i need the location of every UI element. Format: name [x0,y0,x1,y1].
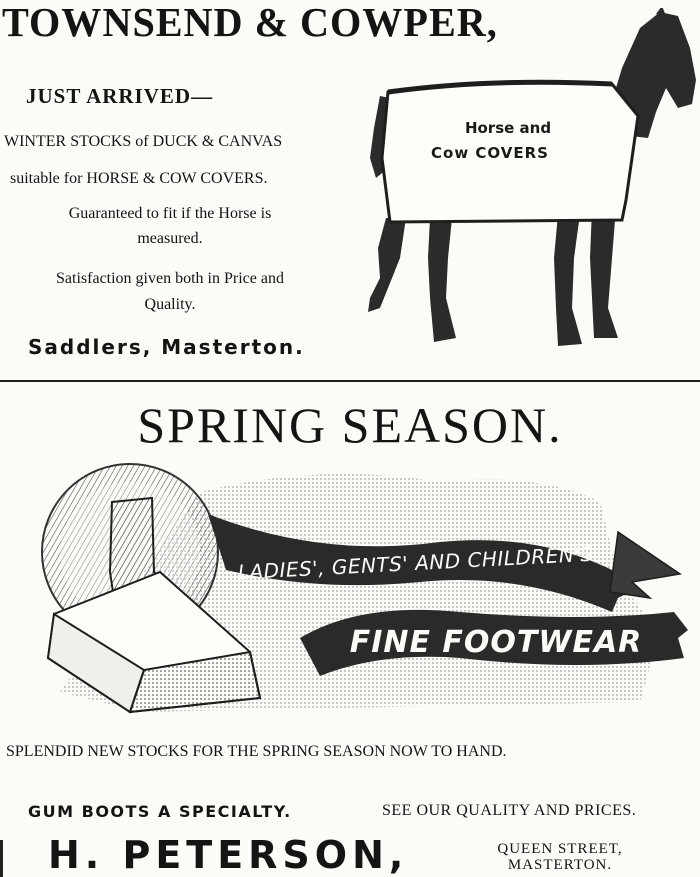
peterson-address [455,841,665,873]
guarantee-line-2: measured. [137,230,203,247]
spring-season-headline: SPRING SEASON. [137,397,563,453]
horse-cover-illustration [360,8,700,358]
saddlers-footer: Saddlers, Masterton. [28,335,305,359]
cover-label-line-1: Horse and [464,119,552,137]
stock-line-1: WINTER STOCKS of DUCK & CANVAS [4,133,283,150]
banner-bottom-text: FINE FOOTWEAR [349,625,643,660]
footwear-illustration [20,462,700,732]
stock-line-2: suitable for HORSE & COW COVERS. [10,170,268,187]
left-margin-bar [0,840,3,877]
gum-boots-specialty: GUM BOOTS A SPECIALTY. [28,802,292,821]
banner-top-text: LADIES', GENTS' AND CHILDREN'S [237,541,595,585]
splendid-stocks-text: SPLENDID NEW STOCKS FOR THE SPRING SEASON NOW TO HAND. [6,743,507,760]
splendid-stocks-line [6,743,507,761]
just-arrived-headline: JUST ARRIVED— [26,84,214,108]
section-divider [0,380,700,382]
firm-name: TOWNSEND & COWPER, [2,0,498,45]
address-town: MASTERTON. [507,857,613,873]
address-street: QUEEN STREET, [497,841,623,857]
guarantee-line-1: Guaranteed to fit if the Horse is [68,205,272,222]
satisfaction-line-1: Satisfaction given both in Price and [56,270,284,287]
satisfaction-line-2: Quality. [144,296,196,313]
peterson-firm-name: H. PETERSON, [48,833,409,877]
cover-label-line-2: Cow COVERS [431,144,549,162]
see-quality-line: SEE OUR QUALITY AND PRICES. [382,802,637,819]
